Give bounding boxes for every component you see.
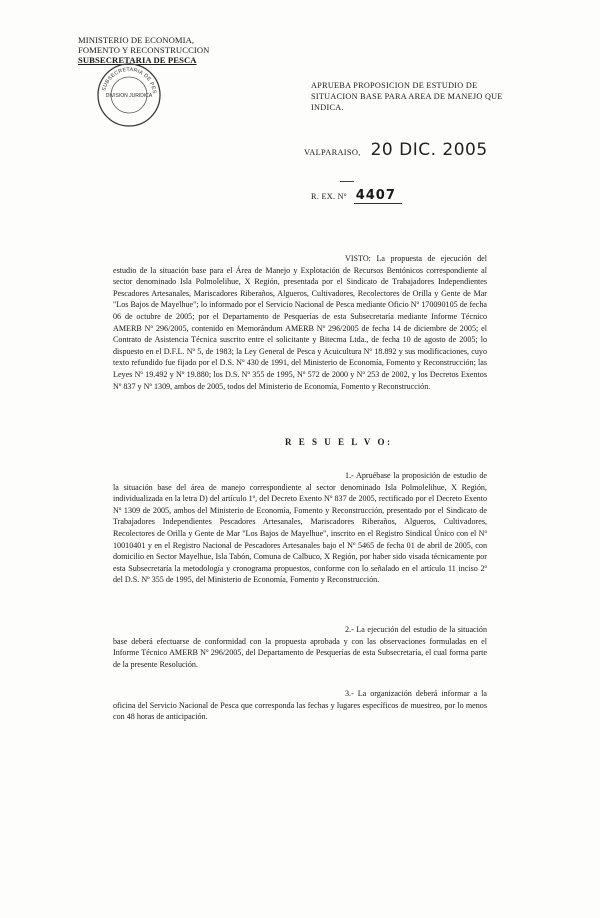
- resolution-number: [311, 186, 402, 204]
- item-1-text: situación base del área de manejo correspondiente al sector denominado Isla Polmolelihue, X Región, individualizada en la letra D) del artículo 1º, del Decreto Exento Nº 837 de 2005, rectificado por el Decreto Exento Nº 1309 de 2005, ambos del Ministerio de Economía, Fomento y Reconstrucción, presentado por el Sindicato de Trabajadores Independientes Pescadores Artesanales, Mariscadores Riberaños, Algueros, Cultivadores, Recolectores de Orilla y Gente de Mar "Los Bajos de Mayelhue", inscrito en el Registro Sindical Único con el Nº 10010401 y en el Registro Nacional de Pescadores Artesanales bajo el Nº 5465 de fecha 01 de abril de 2005, con domicilio en Sector Mayelhue, Isla Tabón, Comuna de Calbuco, X Región, por haber sido visada técnicamente por esta Subsecretaría la metodología y cronograma propuestos, conforme con lo señalado en el artículo 11 inciso 2º del D.S. Nº 355 de 1995, del Ministerio de Economía, Fomento y Reconstrucción.: [113, 482, 487, 585]
- dateline-city: VALPARAISO,: [304, 148, 361, 157]
- visto-paragraph: [113, 253, 487, 392]
- item-2-text: base deberá efectuarse de conformidad con la propuesta aprobada y con las observaciones formuladas en el Informe Técnico AMERB Nº 296/2005, del Departamento de Pesquerías de esta Subsecretaría, el cual forma parte de la presente Resolución.: [113, 636, 487, 669]
- resolution-label: R. EX. Nº: [311, 192, 347, 201]
- handwritten-dash: [340, 181, 354, 182]
- item-2-lead: 2.- La ejecución del estudio de la situación: [345, 625, 487, 634]
- visto-lead: VISTO:: [345, 254, 371, 263]
- resuelvo-heading: R E S U E L V O:: [285, 437, 393, 447]
- dateline: [304, 140, 504, 160]
- svg-text:SUBSECRETARIA DE PESCA: [96, 62, 157, 94]
- ministry-line-3: SUBSECRETARIA DE PESCA: [78, 55, 197, 65]
- visto-text: La propuesta de ejecución del estudio de la situación base para el Área de Manejo y Explotación de Recursos Bentónicos correspondiente al sector denominado Isla Polmolelihue, X Región, presentada por el Sindicato de Trabajadores Independientes Pescadores Artesanales, Mariscadores Riberaños, Algueros, Cultivadores, Recolectores de Orilla y Gente de Mar "Los Bajos de Mayelhue"; lo informado por el Servicio Nacional de Pesca mediante Oficio Nº 170090105 de fecha 06 de octubre de 2005; por el Departamento de Pesquerías de esta Subsecretaría mediante Informe Técnico AMERB Nº 296/2005, contenido en Memorándum AMERB Nº 296/2005 de fecha 14 de diciembre de 2005; el Contrato de Asistencia Técnica suscrito entre el solicitante y Bitecma Ltda., de fecha 10 de agosto de 2005; lo dispuesto en el D.F.L. Nº 5, de 1983; la Ley General de Pesca y Acuicultura Nº 18.892 y sus modificaciones, cuyo texto refundido fue fijado por el D.S. Nº 430 de 1991, del Ministerio de Economía, Fomento y Reconstrucción; las Leyes Nº 19.492 y Nº 19.880; los D.S. Nº 355 de 1995, Nº 572 de 2000 y Nº 253 de 2002, y los Decretos Exentos Nº 837 y Nº 1309, ambos de 2005, todos del Ministerio de Economía, Fomento y Reconstrucción.: [113, 254, 487, 391]
- item-3-text: oficina del Servicio Nacional de Pesca que corresponda las fechas y lugares específicos de muestreo, por lo menos con 48 horas de anticipación.: [113, 700, 487, 722]
- resolution-number-value: 4407: [354, 188, 402, 204]
- stamp-center-text: DIVISION JURIDICA: [105, 93, 153, 99]
- stamp-arc-text: SUBSECRETARIA DE PES: [101, 66, 158, 95]
- official-stamp: [96, 62, 162, 128]
- ministry-header: [78, 35, 228, 65]
- ministry-line-1: MINISTERIO DE ECONOMIA,: [78, 35, 195, 45]
- item-3-lead: 3.- La organización deberá informar a la: [345, 689, 487, 698]
- ministry-line-2: FOMENTO Y RECONSTRUCCION: [78, 45, 210, 55]
- dateline-date-stamp: 20 DIC. 2005: [370, 140, 488, 160]
- resolution-item-1: [113, 470, 487, 586]
- item-1-lead: 1.- Apruébase la proposición de estudio de la: [113, 471, 487, 492]
- document-subject: APRUEBA PROPOSICION DE ESTUDIO DE SITUACION BASE PARA AREA DE MANEJO QUE INDICA.: [311, 81, 503, 112]
- resolution-item-2: [113, 624, 487, 670]
- resolution-item-3: [113, 688, 487, 723]
